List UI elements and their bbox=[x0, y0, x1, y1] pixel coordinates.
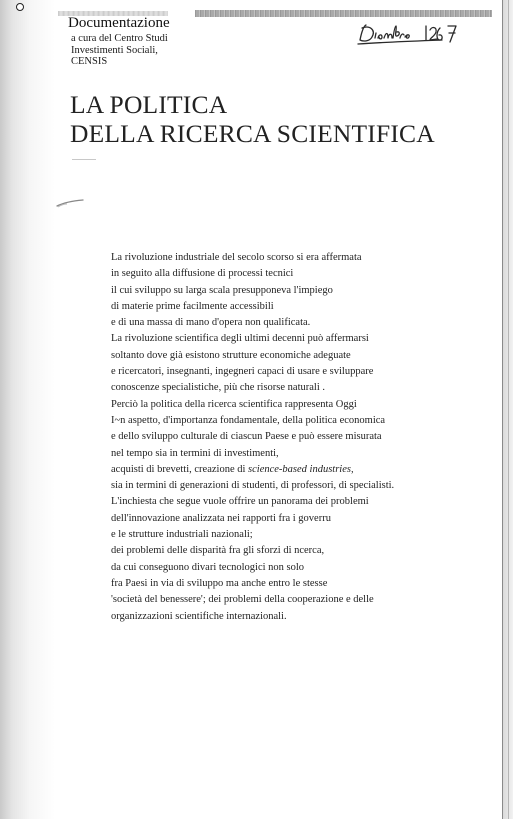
body-line: sia in termini di generazioni di studenti, di professori, di specialisti. bbox=[111, 480, 395, 492]
body-line: il cui sviluppo su larga scala presupponeva l'impiego bbox=[111, 284, 333, 296]
curator-line: a cura del Centro Studi bbox=[71, 33, 168, 44]
body-line: e ricercatori, insegnanti, ingegneri capaci di usare e sviluppare bbox=[111, 366, 374, 378]
body-line: di materie prime facilmente accessibili bbox=[111, 300, 274, 312]
curator-line: CENSIS bbox=[71, 56, 108, 67]
scan-artifact-top-bar bbox=[195, 10, 492, 17]
faint-rule bbox=[72, 159, 96, 160]
body-line: e di una massa di mano d'opera non qualificata. bbox=[111, 317, 311, 329]
body-line: fra Paesi in via di sviluppo ma anche entro le stesse bbox=[111, 577, 328, 589]
body-paragraph bbox=[111, 250, 441, 625]
title-line: DELLA RICERCA SCIENTIFICA bbox=[70, 119, 435, 148]
series-title: Documentazione bbox=[68, 15, 170, 31]
body-line: La rivoluzione scientifica degli ultimi decenni può affermarsi bbox=[111, 333, 369, 345]
body-line: 'società del benessere'; dei problemi della cooperazione e delle bbox=[111, 594, 374, 606]
body-line: e le strutture industriali nazionali; bbox=[111, 529, 253, 541]
handwritten-date bbox=[356, 22, 474, 46]
body-line: conoscenze specialistiche, più che risorse naturali . bbox=[111, 382, 325, 394]
body-line: nel tempo sia in termini di investimenti, bbox=[111, 447, 279, 459]
punch-hole-mark bbox=[16, 3, 24, 11]
body-line: e dello sviluppo culturale di ciascun Paese e può essere misurata bbox=[111, 431, 382, 443]
curator-note bbox=[71, 33, 170, 68]
body-line: L'inchiesta che segue vuole offrire un panorama dei problemi bbox=[111, 496, 369, 508]
body-line-prefix: acquisti di brevetti, creazione di bbox=[111, 463, 249, 475]
pen-stroke-mark bbox=[55, 197, 85, 209]
main-title bbox=[70, 90, 435, 148]
series-header bbox=[68, 16, 170, 68]
body-line: dell'innovazione analizzata nei rapporti fra i goverru bbox=[111, 512, 331, 524]
page-edge-shadow bbox=[502, 0, 513, 819]
body-line: dei problemi delle disparità fra gli sforzi di ncerca, bbox=[111, 545, 325, 557]
italic-term: science-based industries, bbox=[248, 463, 354, 475]
body-line: La rivoluzione industriale del secolo scorso si era affermata bbox=[111, 252, 362, 263]
body-line: I~n aspetto, d'importanza fondamentale, della politica economica bbox=[111, 414, 386, 426]
body-line: in seguito alla diffusione di processi tecnici bbox=[111, 268, 294, 280]
body-line: Perciò la politica della ricerca scientifica rappresenta Oggi bbox=[111, 398, 357, 410]
body-line: da cui conseguono divari tecnologici non solo bbox=[111, 561, 305, 573]
body-line: organizzazioni scientifiche internazionali. bbox=[111, 610, 287, 622]
body-line: soltanto dove già esistono strutture economiche adeguate bbox=[111, 349, 351, 361]
title-line: LA POLITICA bbox=[70, 90, 228, 119]
body-line bbox=[111, 462, 441, 478]
curator-line: Investimenti Sociali, bbox=[71, 44, 158, 56]
